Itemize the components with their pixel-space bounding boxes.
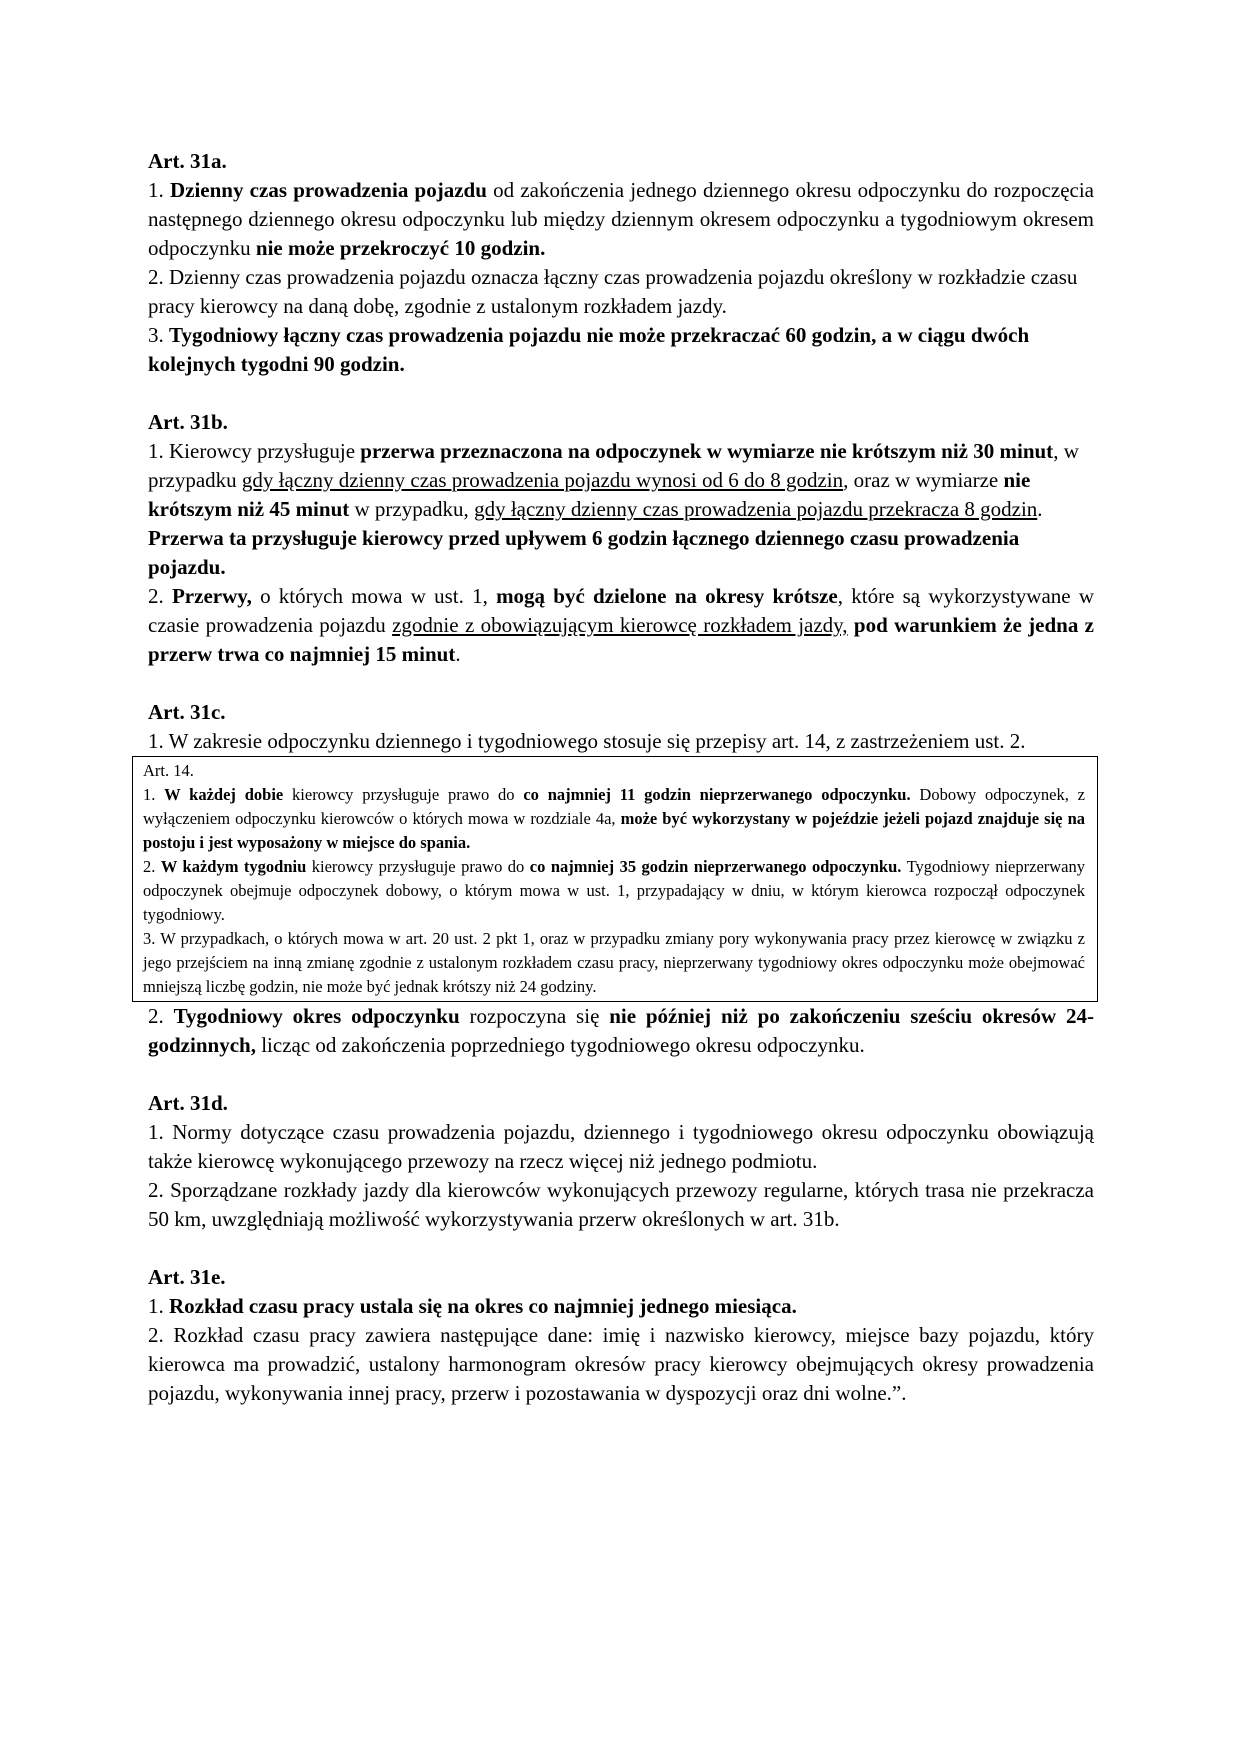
article-31b-title: Art. 31b.	[148, 410, 228, 434]
text-run: 1. Kierowcy przysługuje	[148, 439, 361, 463]
text-run: o których mowa w ust. 1,	[251, 584, 497, 608]
article-31a-title: Art. 31a.	[148, 149, 227, 173]
underlined-text: zgodnie z obowiązującym kierowcę rozkładem jazdy,	[392, 613, 848, 637]
article-31a-paragraph-2: 2. Dzienny czas prowadzenia pojazdu oznacza łączny czas prowadzenia pojazdu określony w rozkładzie czasu pracy kierowcy na daną dobę, zgodnie z ustalonym rozkładem jazdy.	[148, 265, 1078, 318]
text-run: Tygodniowy nieprzerwany odpoczynek obejmuje odpoczynek dobowy, o którym mowa w ust. 1, przypadający w dniu, w którym kierowca rozpoczął odpoczynek tygodniowy.	[143, 857, 1086, 924]
bold-text: Przerwy,	[171, 584, 252, 608]
article-14-title: Art. 14.	[143, 761, 194, 780]
text-run: kierowcy przysługuje prawo do	[283, 785, 524, 804]
bold-text: W każdej dobie	[164, 785, 284, 804]
bold-text: może być wykorzystany w pojeździe jeżeli pojazd znajduje się na postoju i jest wyposażony w miejsce do spania.	[143, 809, 1085, 852]
text-run: 1.	[148, 178, 170, 202]
text-run: 2.	[148, 1004, 174, 1028]
article-31b	[148, 408, 1094, 669]
bold-text: Tygodniowy okres odpoczynku	[173, 1004, 460, 1028]
bold-text: W każdym tygodniu	[160, 857, 307, 876]
article-31d-title: Art. 31d.	[148, 1091, 228, 1115]
article-14-paragraph-1	[143, 783, 1085, 855]
text-run: 1.	[143, 785, 165, 804]
text-run: 1.	[148, 1294, 169, 1318]
text-run: , które są wykorzystywane w czasie prowadzenia pojazdu	[148, 584, 1095, 637]
article-31c-title: Art. 31c.	[148, 700, 226, 724]
text-run: Dobowy odpoczynek, z wyłączeniem odpoczynku kierowców o których mowa w rozdziale 4a,	[143, 785, 1085, 828]
text-run: , w przypadku	[148, 439, 1079, 492]
bold-text: mogą być dzielone na okresy krótsze	[496, 584, 838, 608]
article-31e-title: Art. 31e.	[148, 1265, 226, 1289]
article-31d	[148, 1089, 1094, 1234]
bold-text: Rozkład czasu pracy ustala się na okres co najmniej jednego miesiąca.	[169, 1294, 797, 1318]
bold-text: nie później niż po zakończeniu sześciu okresów 24-godzinnych,	[148, 1004, 1094, 1057]
article-14-quote-box	[132, 756, 1098, 1002]
article-31a-paragraph-3	[148, 321, 1094, 379]
article-31e-paragraph-1	[148, 1292, 1094, 1321]
article-31c	[143, 698, 1094, 1060]
underlined-text: gdy łączny dzienny czas prowadzenia pojazdu wynosi od 6 do 8 godzin	[241, 468, 844, 492]
bold-text: nie krótszym niż 45 minut	[148, 468, 1031, 521]
article-31e	[148, 1263, 1094, 1408]
article-31b-paragraph-1	[148, 437, 1094, 582]
underlined-text: gdy łączny dzienny czas prowadzenia pojazdu przekracza 8 godzin	[474, 497, 1038, 521]
article-31b-paragraph-2	[148, 582, 1094, 669]
article-31a-paragraph-1	[148, 176, 1094, 263]
text-run: kierowcy przysługuje prawo do	[306, 857, 530, 876]
bold-text: co najmniej 35 godzin nieprzerwanego odpoczynku.	[529, 857, 902, 876]
text-run: licząc od zakończenia poprzedniego tygodniowego okresu odpoczynku.	[255, 1033, 865, 1057]
bold-text: Przerwa ta przysługuje kierowcy przed upływem 6 godzin łącznego dziennego czasu prowadzenia pojazdu.	[148, 526, 1020, 579]
text-run: rozpoczyna się	[459, 1004, 610, 1028]
article-31c-paragraph-1: 1. W zakresie odpoczynku dziennego i tygodniowego stosuje się przepisy art. 14, z zastrzeżeniem ust. 2.	[148, 729, 1026, 753]
bold-text: pod warunkiem że jedna z przerw trwa co najmniej 15 minut	[148, 613, 1094, 666]
bold-text: przerwa przeznaczona na odpoczynek w wymiarze nie krótszym niż 30 minut	[360, 439, 1054, 463]
text-run: .	[455, 642, 461, 666]
text-run: od zakończenia jednego dziennego okresu odpoczynku do rozpoczęcia następnego dziennego okresu odpoczynku lub między dziennym okresem odpoczynku a tygodniowym okresem odpoczynku	[148, 178, 1094, 260]
article-31c-paragraph-2	[148, 1002, 1094, 1060]
article-14-paragraph-3: 3. W przypadkach, o których mowa w art. 20 ust. 2 pkt 1, oraz w przypadku zmiany pory wykonywania pracy przez kierowcę w związku z jego przejściem na inną zmianę zgodnie z ustalonym rozkładem czasu pracy, nieprzerwany tygodniowy okres odpoczynku może obejmować mniejszą liczbę godzin, nie może być jednak krótszy niż 24 godziny.	[143, 929, 1085, 996]
text-run: 2.	[148, 584, 172, 608]
article-31e-paragraph-2: 2. Rozkład czasu pracy zawiera następujące dane: imię i nazwisko kierowcy, miejsce bazy pojazdu, który kierowca ma prowadzić, ustalony harmonogram okresów pracy kierowcy obejmujących okresy prowadzenia pojazdu, wykonywania innej pracy, przerw i pozostawania w dyspozycji oraz dni wolne.”.	[148, 1323, 1094, 1405]
text-run: 2.	[143, 857, 161, 876]
bold-text: co najmniej 11 godzin nieprzerwanego odpoczynku.	[523, 785, 911, 804]
bold-text: Tygodniowy łączny czas prowadzenia pojazdu nie może przekraczać 60 godzin, a w ciągu dwóch kolejnych tygodni 90 godzin.	[148, 323, 1030, 376]
bold-text: Dzienny czas prowadzenia pojazdu	[169, 178, 487, 202]
article-14-paragraph-2	[143, 855, 1085, 927]
text-run: 3.	[148, 323, 169, 347]
text-run: w przypadku,	[349, 497, 475, 521]
article-31d-paragraph-2: 2. Sporządzane rozkłady jazdy dla kierowców wykonujących przewozy regularne, których trasa nie przekracza 50 km, uwzględniają możliwość wykorzystywania przerw określonych w art. 31b.	[148, 1178, 1094, 1231]
text-run: .	[1037, 497, 1043, 521]
article-31a	[148, 147, 1094, 379]
text-run: , oraz w wymiarze	[843, 468, 1004, 492]
article-31d-paragraph-1: 1. Normy dotyczące czasu prowadzenia pojazdu, dziennego i tygodniowego okresu odpoczynku obowiązują także kierowcę wykonującego przewozy na rzecz więcej niż jednego podmiotu.	[148, 1120, 1094, 1173]
bold-text: nie może przekroczyć 10 godzin.	[255, 236, 546, 260]
